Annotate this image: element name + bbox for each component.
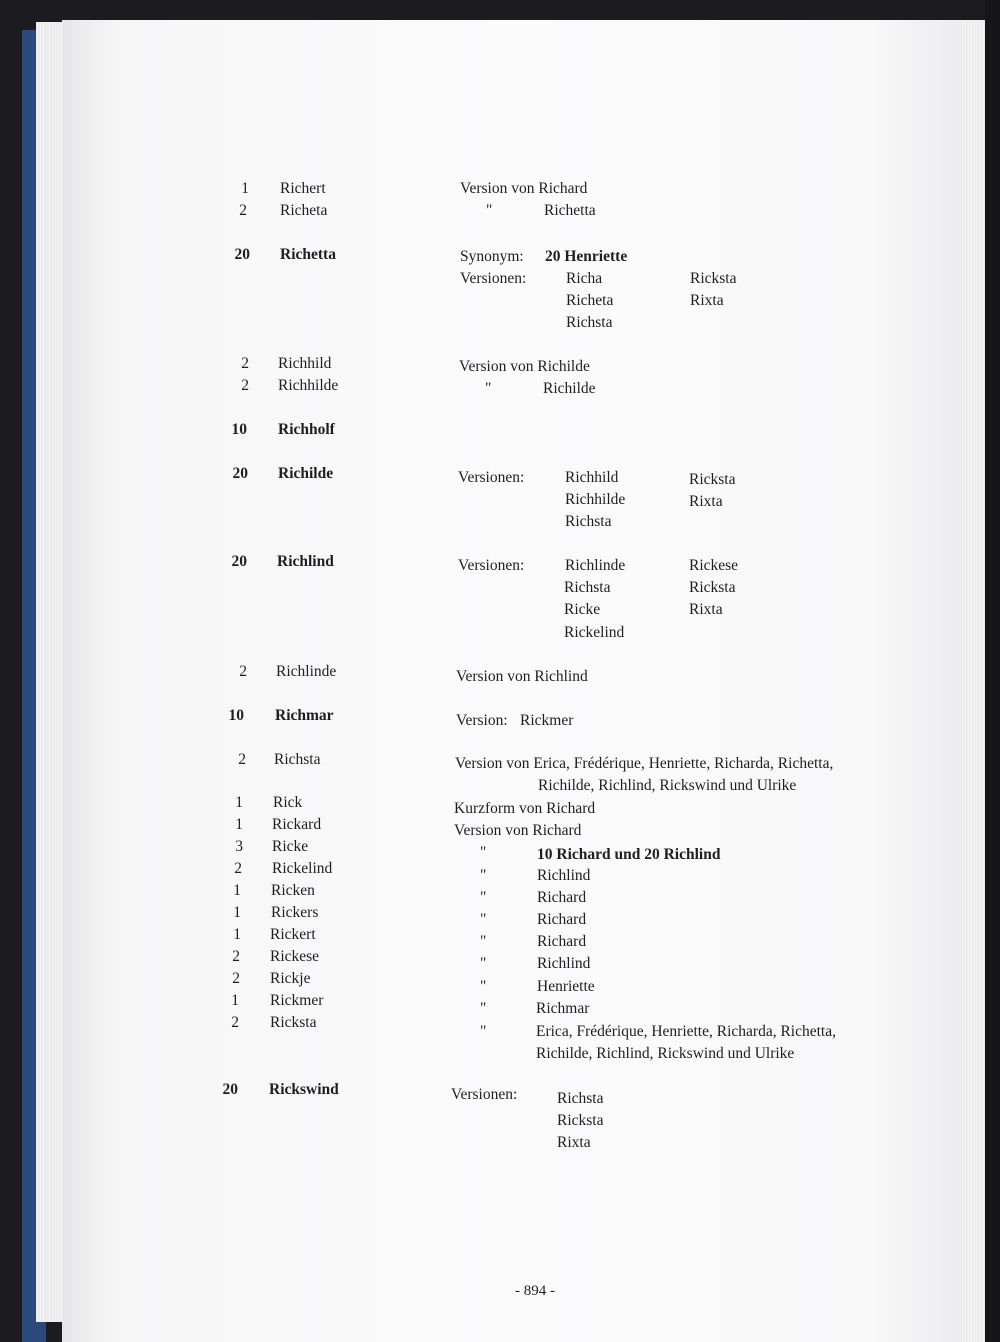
entry-value: Richilde, Richlind, Rickswind und Ulrike — [536, 1045, 795, 1062]
entry-value: Richard — [537, 911, 587, 928]
entry-name: Rickers — [271, 904, 319, 921]
entry-name: Rickje — [270, 970, 311, 987]
page-number: - 894 - — [515, 1283, 555, 1299]
entry-number: 1 — [233, 926, 241, 943]
entry-value: Ricke — [564, 601, 601, 618]
entry-number: 2 — [231, 1014, 239, 1031]
entry-value: Richard — [537, 889, 587, 906]
entry-value: Ricksta — [689, 471, 736, 488]
entry-value: Rixta — [690, 292, 724, 309]
ditto-mark: " — [485, 380, 492, 397]
entry-name: Rickard — [272, 816, 322, 833]
entry-name: Richilde — [278, 465, 334, 482]
entry-name: Richholf — [278, 421, 335, 438]
entry-name: Richeta — [280, 202, 328, 219]
entry-value: 10 Richard und 20 Richlind — [537, 846, 721, 863]
entry-label: Synonym: — [460, 248, 524, 265]
entry-name: Rickert — [270, 926, 316, 943]
entry-number: 2 — [241, 355, 249, 372]
entry-number: 10 — [228, 707, 244, 724]
entry-label: Versionen: — [451, 1086, 518, 1103]
entry-name: Richmar — [275, 707, 334, 724]
ditto-mark: " — [480, 955, 487, 972]
entry-name: Richlinde — [276, 663, 337, 680]
ditto-mark: " — [480, 867, 487, 884]
ditto-mark: " — [480, 1023, 487, 1040]
book-page — [62, 20, 962, 1342]
entry-value: Rickese — [689, 557, 739, 574]
entry-name: Richhild — [278, 355, 332, 372]
entry-description: Version von Richard — [454, 822, 582, 839]
ditto-mark: " — [480, 844, 487, 861]
entry-value: Richsta — [557, 1090, 604, 1107]
entry-name: Richetta — [280, 246, 336, 263]
entry-value: Richsta — [564, 579, 611, 596]
entry-value: Ricksta — [689, 579, 736, 596]
entry-number: 1 — [233, 882, 241, 899]
entry-number: 1 — [241, 180, 249, 197]
entry-number: 1 — [233, 904, 241, 921]
entry-value: Richlind — [537, 867, 591, 884]
entry-number: 1 — [231, 992, 239, 1009]
entry-name: Richsta — [274, 751, 321, 768]
entry-value: Richard — [537, 933, 587, 950]
entry-label: Versionen: — [458, 557, 525, 574]
entry-value: Richhild — [565, 469, 619, 486]
ditto-mark: " — [480, 889, 487, 906]
entry-value: Ricksta — [690, 270, 737, 287]
entry-value: Richmar — [536, 1000, 590, 1017]
entry-number: 2 — [239, 663, 247, 680]
entry-label: Versionen: — [460, 270, 527, 287]
entry-number: 2 — [238, 751, 246, 768]
entry-name: Richhilde — [278, 377, 339, 394]
entry-description: Version von Richlind — [456, 668, 588, 685]
entry-label: Versionen: — [458, 469, 525, 486]
entry-description: Version von Richilde — [459, 358, 590, 375]
entry-name: Richert — [280, 180, 326, 197]
entry-number: 2 — [232, 970, 240, 987]
entry-number: 20 — [232, 465, 248, 482]
entry-value: Richetta — [544, 202, 596, 219]
entry-name: Rickese — [270, 948, 320, 965]
ditto-mark: " — [486, 202, 493, 219]
entry-name: Rickmer — [270, 992, 324, 1009]
ditto-mark: " — [480, 933, 487, 950]
entry-name: Ricke — [272, 838, 309, 855]
entry-value: Rixta — [557, 1134, 591, 1151]
entry-description: Kurzform von Richard — [454, 800, 596, 817]
entry-value: Rickelind — [564, 624, 625, 641]
entry-value: Erica, Frédérique, Henriette, Richarda, Richetta, — [536, 1023, 836, 1040]
entry-value: Richsta — [565, 513, 612, 530]
entry-number: 2 — [234, 860, 242, 877]
entry-number: 1 — [235, 794, 243, 811]
entry-name: Rickelind — [272, 860, 333, 877]
entry-number: 10 — [231, 421, 247, 438]
entry-value: Henriette — [537, 978, 595, 995]
entry-number: 2 — [241, 377, 249, 394]
entry-value: Richilde — [543, 380, 596, 397]
entry-number: 20 — [234, 246, 250, 263]
entry-number: 1 — [235, 816, 243, 833]
entry-name: Ricksta — [270, 1014, 317, 1031]
entry-description: Version von Richard — [460, 180, 588, 197]
entry-number: 20 — [222, 1081, 238, 1098]
ditto-mark: " — [480, 978, 487, 995]
entry-value: Ricksta — [557, 1112, 604, 1129]
entry-name: Rickswind — [269, 1081, 339, 1098]
entry-value: Richsta — [566, 314, 613, 331]
entry-value: 20 Henriette — [545, 248, 628, 265]
entry-label: Version: — [456, 712, 508, 729]
entry-value: Richilde, Richlind, Rickswind und Ulrike — [538, 777, 797, 794]
ditto-mark: " — [480, 911, 487, 928]
entry-number: 2 — [232, 948, 240, 965]
entry-value: Rickmer — [520, 712, 574, 729]
ditto-mark: " — [480, 1000, 487, 1017]
entry-name: Rick — [273, 794, 303, 811]
background-right — [985, 0, 1000, 1342]
entry-value: Rixta — [689, 493, 723, 510]
entry-value: Richlinde — [565, 557, 626, 574]
entry-description: Version von Erica, Frédérique, Henriette, Richarda, Richetta, — [455, 755, 834, 772]
entry-value: Richeta — [566, 292, 614, 309]
entry-value: Rixta — [689, 601, 723, 618]
entry-value: Richhilde — [565, 491, 626, 508]
entry-name: Ricken — [271, 882, 315, 899]
entry-number: 3 — [235, 838, 243, 855]
entry-value: Richlind — [537, 955, 591, 972]
entry-value: Richa — [566, 270, 603, 287]
entry-number: 20 — [231, 553, 247, 570]
entry-name: Richlind — [277, 553, 334, 570]
entry-number: 2 — [239, 202, 247, 219]
